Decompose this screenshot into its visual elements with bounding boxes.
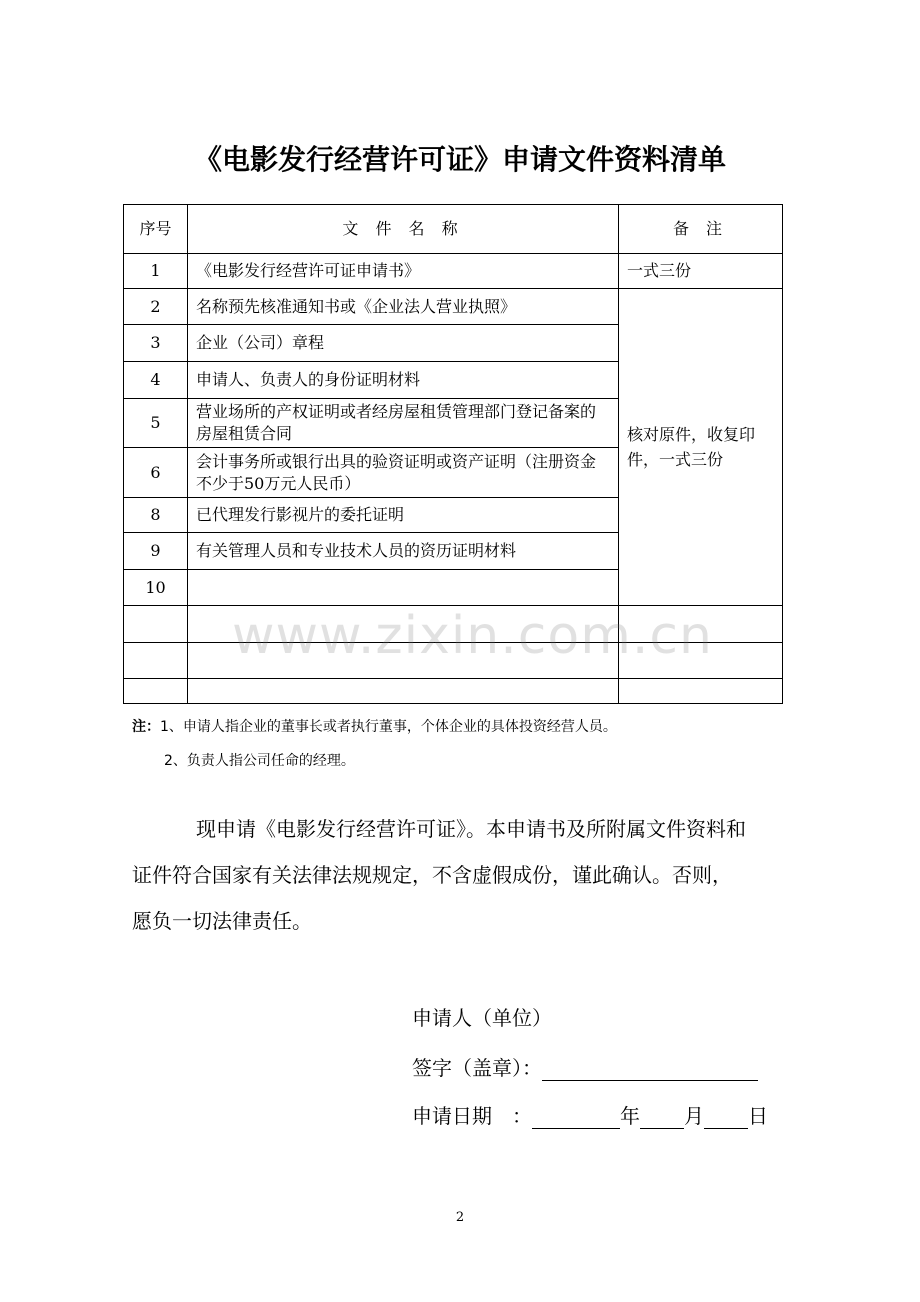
signature-label: 签字（盖章）：	[412, 1056, 542, 1080]
row-seq: 3	[124, 325, 188, 362]
row-name: 已代理发行影视片的委托证明	[188, 498, 619, 533]
row-name	[188, 570, 619, 606]
declaration-line-1: 现申请《电影发行经营许可证》。本申请书及所附属文件资料和	[196, 817, 746, 841]
table-row-empty	[124, 606, 783, 643]
row-seq: 1	[124, 254, 188, 289]
row-seq: 4	[124, 362, 188, 399]
day-label: 日	[748, 1104, 768, 1128]
note-prefix: 注：	[132, 719, 160, 735]
header-remark: 备 注	[619, 205, 783, 254]
row-name: 申请人、负责人的身份证明材料	[188, 362, 619, 399]
declaration-line-3: 愿负一切法律责任。	[132, 909, 312, 933]
watermark: www.zixin.com.cn	[232, 606, 713, 666]
row-seq: 10	[124, 570, 188, 606]
row-seq: 8	[124, 498, 188, 533]
note-line-2: 2、负责人指公司任命的经理。	[164, 753, 355, 769]
document-list-table	[123, 204, 783, 704]
row-seq: 6	[124, 448, 188, 498]
date-row	[412, 1100, 768, 1129]
header-seq: 序号	[124, 205, 188, 254]
declaration-line-2: 证件符合国家有关法律法规规定，不含虚假成份，谨此确认。否则，	[132, 863, 732, 887]
table-header-row	[124, 205, 783, 254]
table-row	[124, 254, 783, 289]
merged-remark: 核对原件，收复印件，一式三份	[619, 289, 783, 606]
header-name: 文 件 名 称	[188, 205, 619, 254]
date-label: 申请日期 ：	[412, 1104, 532, 1128]
page-number: 2	[455, 1210, 465, 1225]
row-name: 名称预先核准通知书或《企业法人营业执照》	[188, 289, 619, 325]
note-line-1	[132, 716, 617, 736]
note-text-1: 1、申请人指企业的董事长或者执行董事，个体企业的具体投资经营人员。	[160, 719, 617, 735]
document-title: 《电影发行经营许可证》申请文件资料清单	[193, 143, 726, 176]
declaration-paragraph	[132, 806, 792, 944]
row-remark: 一式三份	[619, 254, 783, 289]
table-row	[124, 289, 783, 325]
signature-line[interactable]	[542, 1058, 758, 1081]
row-name: 《电影发行经营许可证申请书》	[188, 254, 619, 289]
day-blank[interactable]	[704, 1106, 748, 1129]
row-name: 营业场所的产权证明或者经房屋租赁管理部门登记备案的房屋租赁合同	[188, 399, 619, 448]
row-seq: 5	[124, 399, 188, 448]
table-row-empty	[124, 679, 783, 704]
row-seq: 2	[124, 289, 188, 325]
signature-row	[412, 1052, 758, 1081]
month-label: 月	[684, 1104, 704, 1128]
row-seq: 9	[124, 533, 188, 570]
year-blank[interactable]	[532, 1106, 620, 1129]
row-name: 会计事务所或银行出具的验资证明或资产证明（注册资金不少于50万元人民币）	[188, 448, 619, 498]
row-name: 企业（公司）章程	[188, 325, 619, 362]
year-label: 年	[620, 1104, 640, 1128]
table-row-empty	[124, 643, 783, 679]
row-name: 有关管理人员和专业技术人员的资历证明材料	[188, 533, 619, 570]
month-blank[interactable]	[640, 1106, 684, 1129]
applicant-label: 申请人（单位）	[412, 1006, 552, 1030]
